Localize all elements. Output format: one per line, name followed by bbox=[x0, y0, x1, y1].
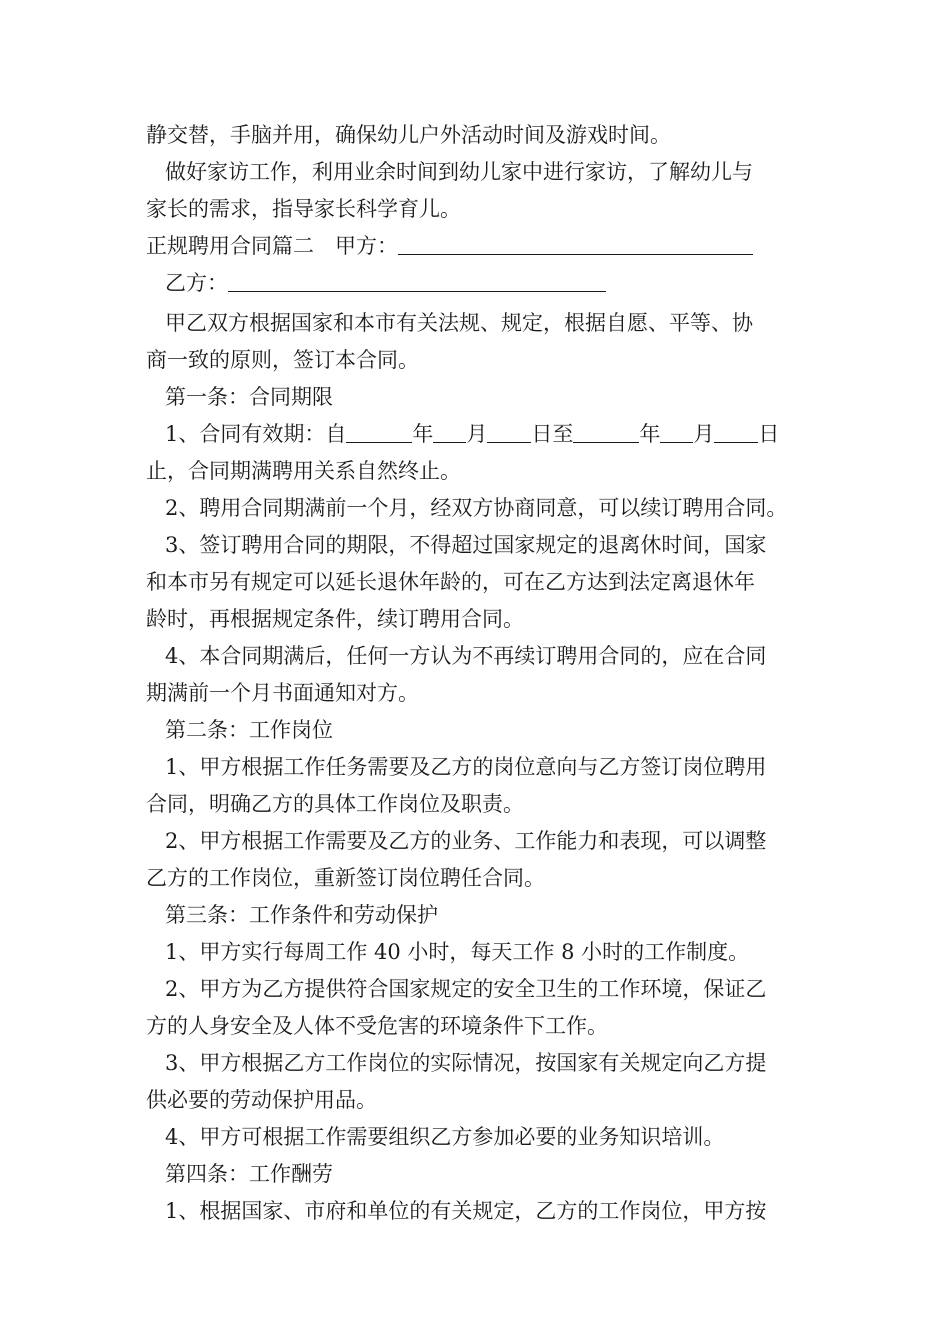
text-line: 方的人身安全及人体不受危害的环境条件下工作。 bbox=[146, 1014, 608, 1038]
text-line: 1、根据国家、市府和单位的有关规定，乙方的工作岗位，甲方按 bbox=[165, 1199, 767, 1223]
section-heading: 第四条：工作酬劳 bbox=[165, 1162, 333, 1186]
text-line: 止，合同期满聘用关系自然终止。 bbox=[146, 459, 461, 483]
term-text: 月 bbox=[466, 422, 488, 446]
text-line: 4、本合同期满后，任何一方认为不再续订聘用合同的，应在合同 bbox=[165, 644, 767, 668]
end-month-blank bbox=[660, 422, 693, 443]
text-line: 静交替，手脑并用，确保幼儿户外活动时间及游戏时间。 bbox=[146, 123, 671, 147]
term-text: 日至 bbox=[531, 422, 574, 446]
section-heading: 第二条：工作岗位 bbox=[165, 718, 333, 742]
end-year-blank bbox=[573, 422, 639, 443]
text-line: 商一致的原则，签订本合同。 bbox=[146, 348, 419, 372]
party-a-label: 正规聘用合同篇二 甲方： bbox=[146, 234, 398, 258]
text-line: 1、甲方实行每周工作 40 小时，每天工作 8 小时的工作制度。 bbox=[165, 940, 750, 964]
text-line: 龄时，再根据规定条件，续订聘用合同。 bbox=[146, 607, 524, 631]
party-b-label: 乙方： bbox=[165, 271, 228, 295]
text-line: 乙方的工作岗位，重新签订岗位聘任合同。 bbox=[146, 866, 545, 890]
text-line: 供必要的劳动保护用品。 bbox=[146, 1088, 377, 1112]
end-day-blank bbox=[714, 422, 758, 443]
term-text: 年 bbox=[412, 422, 434, 446]
party-b-blank bbox=[228, 271, 606, 292]
term-text: 月 bbox=[693, 422, 715, 446]
term-text: 年 bbox=[639, 422, 661, 446]
text-line: 做好家访工作，利用业余时间到幼儿家中进行家访，了解幼儿与 bbox=[165, 160, 753, 184]
text-line: 期满前一个月书面通知对方。 bbox=[146, 681, 419, 705]
text-line: 家长的需求，指导家长科学育儿。 bbox=[146, 197, 461, 221]
text-line: 1、甲方根据工作任务需要及乙方的岗位意向与乙方签订岗位聘用 bbox=[165, 755, 767, 779]
text-line: 合同，明确乙方的具体工作岗位及职责。 bbox=[146, 792, 524, 816]
text-line: 2、甲方为乙方提供符合国家规定的安全卫生的工作环境，保证乙 bbox=[165, 977, 767, 1001]
term-text: 日 bbox=[758, 422, 780, 446]
text-line: 甲乙双方根据国家和本市有关法规、规定，根据自愿、平等、协 bbox=[165, 311, 753, 335]
term-text: 1、合同有效期：自 bbox=[165, 422, 347, 446]
start-month-blank bbox=[433, 422, 466, 443]
text-line: 3、签订聘用合同的期限，不得超过国家规定的退离休时间，国家 bbox=[165, 533, 767, 557]
text-line: 和本市另有规定可以延长退休年龄的，可在乙方达到法定离退休年 bbox=[146, 570, 755, 594]
start-year-blank bbox=[346, 422, 412, 443]
party-a-blank bbox=[398, 234, 753, 255]
contract-title-line bbox=[146, 231, 753, 261]
start-day-blank bbox=[487, 422, 531, 443]
text-line: 2、甲方根据工作需要及乙方的业务、工作能力和表现，可以调整 bbox=[165, 829, 767, 853]
text-line: 3、甲方根据乙方工作岗位的实际情况，按国家有关规定向乙方提 bbox=[165, 1051, 767, 1075]
contract-term-line bbox=[165, 419, 779, 449]
section-heading: 第一条：合同期限 bbox=[165, 385, 333, 409]
section-heading: 第三条：工作条件和劳动保护 bbox=[165, 903, 438, 927]
party-b-line bbox=[165, 268, 606, 298]
text-line: 4、甲方可根据工作需要组织乙方参加必要的业务知识培训。 bbox=[165, 1125, 725, 1149]
text-line: 2、聘用合同期满前一个月，经双方协商同意，可以续订聘用合同。 bbox=[165, 496, 788, 520]
